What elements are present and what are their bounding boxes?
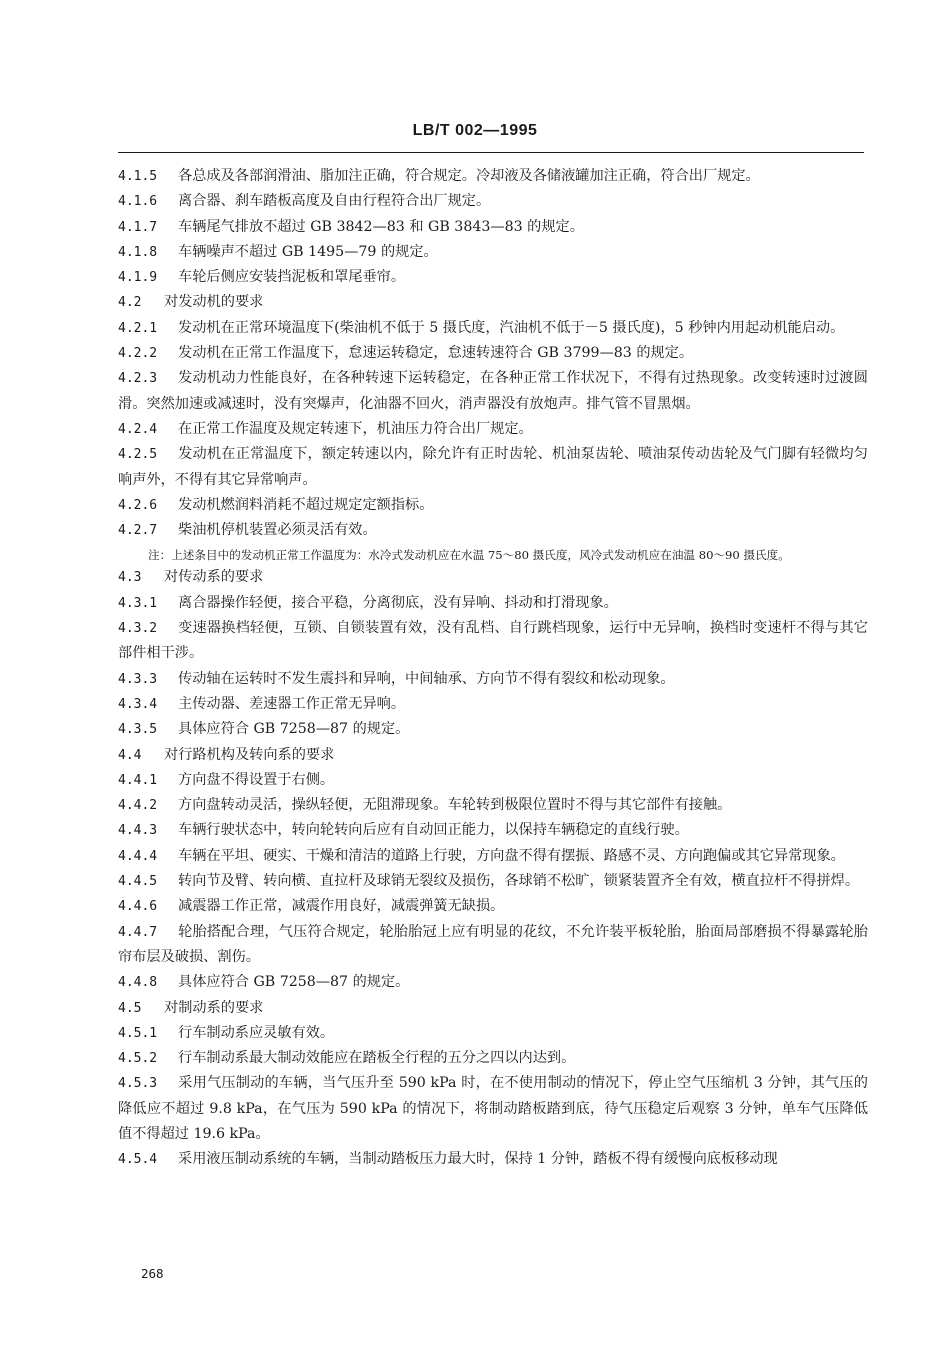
clause-number: 4.3.2 [118,621,158,637]
clause-paragraph [118,518,868,543]
clause-text: 轮胎搭配合理，气压符合规定，轮胎胎冠上应有明显的花纹，不允许装平板轮胎，胎面局部磨损不得暴露轮胎帘布层及破损、割伤。 [118,923,868,965]
clause-paragraph [118,869,868,894]
clause-text: 离合器操作轻便，接合平稳，分离彻底，没有异响、抖动和打滑现象。 [178,594,618,611]
clause-paragraph [118,743,868,768]
clause-paragraph [118,818,868,843]
clause-paragraph [118,442,868,493]
clause-paragraph [118,1021,868,1046]
clause-number: 4.2.6 [118,497,158,513]
clause-number: 4.2.4 [118,421,158,437]
clause-number: 4.4.1 [118,772,158,788]
page-number: 268 [141,1266,164,1281]
clause-number: 4.1.8 [118,244,158,260]
clause-text: 对行路机构及转向系的要求 [164,746,335,763]
clause-text: 车辆噪声不超过 GB 1495—79 的规定。 [178,243,438,260]
clause-paragraph [118,565,868,590]
clause-text: 转向节及臂、转向横、直拉杆及球销无裂纹及损伤，各球销不松旷，锁紧装置齐全有效，横直拉杆不得拼焊。 [178,873,860,890]
clause-paragraph [118,164,868,189]
clause-number: 4.2 [118,295,142,311]
clause-number: 4.4.2 [118,798,158,814]
clause-text: 对发动机的要求 [164,294,264,311]
clause-paragraph [118,616,868,667]
clause-paragraph [118,717,868,742]
note-text: 注：上述条目中的发动机正常工作温度为：水冷式发动机应在水温 75～80 摄氏度，风冷式发动机应在油温 80～90 摄氏度。 [148,548,790,563]
clause-text: 离合器、刹车踏板高度及自由行程符合出厂规定。 [178,193,491,210]
clause-text: 采用液压制动系统的车辆，当制动踏板压力最大时，保持 1 分钟，踏板不得有缓慢向底板移动现 [178,1151,778,1168]
clause-paragraph [118,844,868,869]
clause-paragraph [118,316,868,341]
clause-number: 4.5.3 [118,1076,158,1092]
clause-number: 4.3 [118,570,142,586]
clause-paragraph [118,894,868,919]
clause-text: 传动轴在运转时不发生震抖和异响，中间轴承、方向节不得有裂纹和松动现象。 [178,670,675,687]
clause-text: 采用气压制动的车辆，当气压升至 590 kPa 时，在不使用制动的情况下，停止空气压缩机 3 分钟，其气压的降低应不超过 9.8 kPa，在气压为 590 kPa 的情况下，将制动踏板踏到底，待气压稳定后观察 3 分钟，单车气压降低值不得超过 19.6 kPa。 [118,1075,868,1142]
clause-text: 车辆尾气排放不超过 GB 3842—83 和 GB 3843—83 的规定。 [178,218,584,235]
clause-text: 变速器换档轻便，互锁、自锁装置有效，没有乱档、自行跳档现象，运行中无异响，换档时变速杆不得与其它部件相干涉。 [118,620,868,662]
clause-number: 4.5 [118,1000,142,1016]
clause-number: 4.5.2 [118,1051,158,1067]
header-rule [118,152,864,153]
clause-number: 4.4.5 [118,874,158,890]
clause-paragraph [118,667,868,692]
clause-paragraph [118,920,868,971]
clause-paragraph [118,366,868,417]
clause-number: 4.5.1 [118,1025,158,1041]
clause-text: 发动机在正常工作温度下，怠速运转稳定，怠速转速符合 GB 3799—83 的规定。 [178,345,694,362]
clause-paragraph [118,265,868,290]
clause-text: 减震器工作正常，减震作用良好，减震弹簧无缺损。 [178,898,505,915]
clause-paragraph [118,1071,868,1147]
clause-number: 4.1.9 [118,270,158,286]
clause-text: 方向盘不得设置于右侧。 [178,771,335,788]
clause-text: 各总成及各部润滑油、脂加注正确，符合规定。冷却液及各储液罐加注正确，符合出厂规定。 [178,168,760,184]
clause-paragraph [118,1147,868,1172]
clause-text: 对传动系的要求 [164,569,264,586]
clause-text: 发动机在正常温度下，额定转速以内，除允许有正时齿轮、机油泵齿轮、喷油泵传动齿轮及气门脚有轻微均匀响声外，不得有其它异常响声。 [118,446,868,488]
clause-number: 4.2.1 [118,320,158,336]
clause-number: 4.4.4 [118,848,158,864]
clause-paragraph [118,793,868,818]
clause-paragraph [118,768,868,793]
clause-text: 对制动系的要求 [164,999,264,1016]
clause-paragraph [118,970,868,995]
clause-number: 4.5.4 [118,1152,158,1168]
clause-text: 具体应符合 GB 7258—87 的规定。 [178,974,410,991]
clause-number: 4.1.7 [118,219,158,235]
clause-number: 4.2.3 [118,371,158,387]
clause-paragraph [118,996,868,1021]
clause-paragraph [118,341,868,366]
clause-number: 4.1.5 [118,169,158,184]
clause-paragraph [118,215,868,240]
clause-number: 4.4 [118,747,142,763]
clause-paragraph [118,1046,868,1071]
document-body [118,164,868,1173]
clause-number: 4.1.6 [118,194,158,210]
clause-text: 车辆行驶状态中，转向轮转向后应有自动回正能力，以保持车辆稳定的直线行驶。 [178,822,689,839]
clause-number: 4.3.1 [118,595,158,611]
clause-text: 柴油机停机装置必须灵活有效。 [178,522,377,539]
clause-text: 车轮后侧应安装挡泥板和罩尾垂帘。 [178,269,406,286]
clause-text: 具体应符合 GB 7258—87 的规定。 [178,721,410,738]
clause-text: 行车制动系最大制动效能应在踏板全行程的五分之四以内达到。 [178,1050,576,1067]
clause-text: 在正常工作温度及规定转速下，机油压力符合出厂规定。 [178,420,533,437]
clause-text: 发动机在正常环境温度下(柴油机不低于 5 摄氏度，汽油机不低于－5 摄氏度)，5 秒钟内用起动机能启动。 [178,319,845,336]
clause-number: 4.4.8 [118,975,158,991]
clause-text: 方向盘转动灵活，操纵轻便，无阻滞现象。车轮转到极限位置时不得与其它部件有接触。 [178,797,732,814]
clause-number: 4.4.6 [118,899,158,915]
clause-paragraph [118,189,868,214]
clause-paragraph [118,290,868,315]
clause-number: 4.3.3 [118,671,158,687]
clause-number: 4.3.5 [118,722,158,738]
clause-number: 4.3.4 [118,696,158,712]
clause-number: 4.4.3 [118,823,158,839]
clause-text: 车辆在平坦、硬实、干燥和清洁的道路上行驶，方向盘不得有摆振、路感不灵、方向跑偏或其它异常现象。 [178,847,845,864]
clause-paragraph [118,240,868,265]
clause-text: 主传动器、差速器工作正常无异响。 [178,695,406,712]
document-header: LB/T 002—1995 [412,122,538,139]
clause-number: 4.4.7 [118,924,158,940]
clause-number: 4.2.2 [118,346,158,362]
clause-paragraph [118,417,868,442]
clause-number: 4.2.5 [118,447,158,463]
clause-text: 行车制动系应灵敏有效。 [178,1024,335,1041]
clause-number: 4.2.7 [118,523,158,539]
clause-text: 发动机动力性能良好，在各种转速下运转稳定，在各种正常工作状况下，不得有过热现象。改变转速时过渡圆滑。突然加速或减速时，没有突爆声，化油器不回火，消声器没有放炮声。排气管不冒黑烟。 [118,370,868,412]
clause-paragraph [118,493,868,518]
clause-paragraph [118,591,868,616]
clause-paragraph [118,692,868,717]
clause-text: 发动机燃润料消耗不超过规定定额指标。 [178,496,434,513]
